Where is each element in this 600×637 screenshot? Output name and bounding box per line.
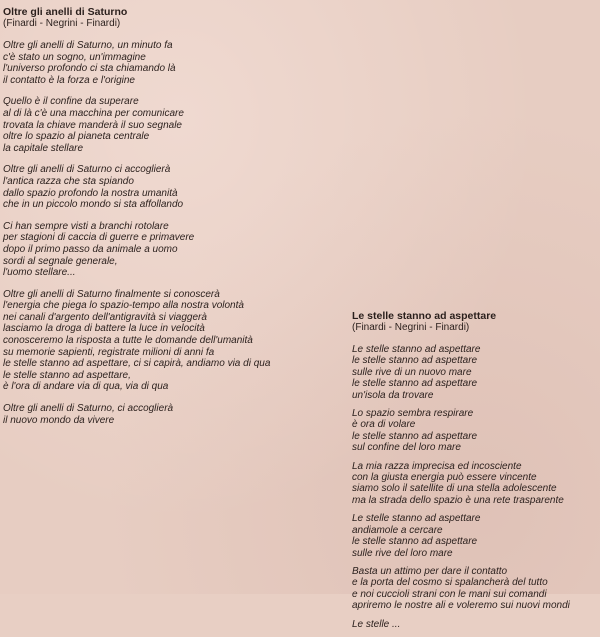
lyric-line: Quello è il confine da superare [3, 96, 139, 108]
lyric-line: sordi al segnale generale, [3, 255, 118, 267]
lyric-line: sul confine del loro mare [352, 442, 461, 454]
lyric-line: un'isola da trovare [352, 389, 434, 401]
lyric-line: su memorie sapienti, registrate milioni di anni fa [3, 346, 215, 358]
lyric-line: trovata la chiave manderà il suo segnale [3, 119, 182, 131]
song-title: Oltre gli anelli di Saturno [3, 6, 128, 18]
lyric-line: è ora di volare [352, 419, 416, 431]
lyric-line: sulle rive di un nuovo mare [352, 366, 472, 378]
lyric-line: andiamole a cercare [352, 524, 443, 536]
stanza [352, 408, 598, 454]
stanza [3, 221, 323, 279]
lyric-line: con la giusta energia può essere vincente [352, 472, 537, 484]
lyric-line: l'universo profondo ci sta chiamando là [3, 63, 176, 75]
song-authors: (Finardi - Negrini - Finardi) [3, 18, 121, 29]
lyric-line: il nuovo mondo da vivere [3, 414, 115, 426]
lyric-line: nei canali d'argento dell'antigravità si viaggerà [3, 311, 207, 323]
lyric-line: lasciamo la droga di battere la luce in velocità [3, 323, 205, 335]
lyrics [3, 40, 323, 426]
lyric-line: Oltre gli anelli di Saturno ci accoglierà [3, 164, 171, 176]
song-title: Le stelle stanno ad aspettare [352, 310, 497, 322]
lyric-line: le stelle stanno ad aspettare [352, 536, 478, 548]
song-le-stelle [352, 310, 598, 637]
lyric-line: Oltre gli anelli di Saturno, un minuto fa [3, 40, 173, 51]
lyric-line: Oltre gli anelli di Saturno finalmente si conoscerà [3, 288, 220, 300]
lyric-line: dallo spazio profondo la nostra umanità [3, 187, 178, 199]
stanza [3, 289, 323, 393]
lyric-line: per stagioni di caccia di guerre e primavere [3, 232, 195, 244]
lyric-line: e noi cuccioli strani con le mani sui comandi [352, 588, 547, 600]
lyric-line: l'uomo stellare... [3, 267, 76, 279]
lyric-line: dopo il primo passo da animale a uomo [3, 243, 178, 255]
lyric-line: Lo spazio sembra respirare [352, 408, 474, 420]
stanza [3, 40, 323, 86]
lyric-line: l'energia che piega lo spazio-tempo alla nostra volontà [3, 300, 244, 312]
stanza [352, 513, 598, 559]
lyric-line: Le stelle stanno ad aspettare [352, 344, 481, 355]
lyric-line: sulle rive del loro mare [352, 547, 453, 559]
stanza [352, 461, 598, 507]
lyric-line: La mia razza imprecisa ed incosciente [352, 460, 522, 472]
lyric-line: apriremo le nostre ali e voleremo sui nuovi mondi [352, 600, 570, 612]
lyrics [352, 344, 598, 630]
lyric-line: la capitale stellare [3, 142, 84, 154]
lyric-line: le stelle stanno ad aspettare [352, 355, 478, 367]
song-authors: (Finardi - Negrini - Finardi) [352, 322, 470, 333]
stanza [3, 164, 323, 210]
lyric-line: e la porta del cosmo si spalancherà del tutto [352, 577, 548, 589]
song-oltre-gli-anelli [3, 6, 323, 436]
lyric-line: l'antica razza che sta spiando [3, 175, 134, 187]
lyric-line: le stelle stanno ad aspettare [352, 430, 478, 442]
lyric-line: al di là c'è una macchina per comunicare [3, 107, 184, 119]
lyric-line: è l'ora di andare via di qua, via di qua [3, 381, 169, 393]
lyric-line: Basta un attimo per dare il contatto [352, 565, 508, 577]
stanza [3, 96, 323, 154]
stanza [352, 344, 598, 401]
lyric-line: le stelle stanno ad aspettare, ci si capirà, andiamo via di qua [3, 358, 271, 370]
lyric-line: Oltre gli anelli di Saturno, ci accoglierà [3, 403, 174, 415]
lyric-line: le stelle stanno ad aspettare [352, 378, 478, 390]
lyric-line: Le stelle stanno ad aspettare [352, 513, 481, 525]
lyric-line: Ci han sempre visti a branchi rotolare [3, 220, 169, 232]
lyric-line: il contatto è la forza e l'origine [3, 74, 135, 86]
lyric-line: ma la strada dello spazio è una rete trasparente [352, 494, 564, 506]
lyric-line: siamo solo il satellite di una stella adolescente [352, 483, 557, 495]
lyric-line: che in un piccolo mondo si sta affollando [3, 199, 184, 211]
stanza [352, 619, 598, 630]
lyric-line: c'è stato un sogno, un'immagine [3, 51, 146, 63]
lyric-line: conosceremo la risposta a tutte le domande dell'umanità [3, 335, 253, 347]
lyric-line: le stelle stanno ad aspettare, [3, 369, 131, 381]
lyric-line: oltre lo spazio al pianeta centrale [3, 131, 150, 143]
stanza [352, 566, 598, 612]
stanza [3, 403, 323, 426]
lyric-line: Le stelle ... [352, 618, 401, 630]
